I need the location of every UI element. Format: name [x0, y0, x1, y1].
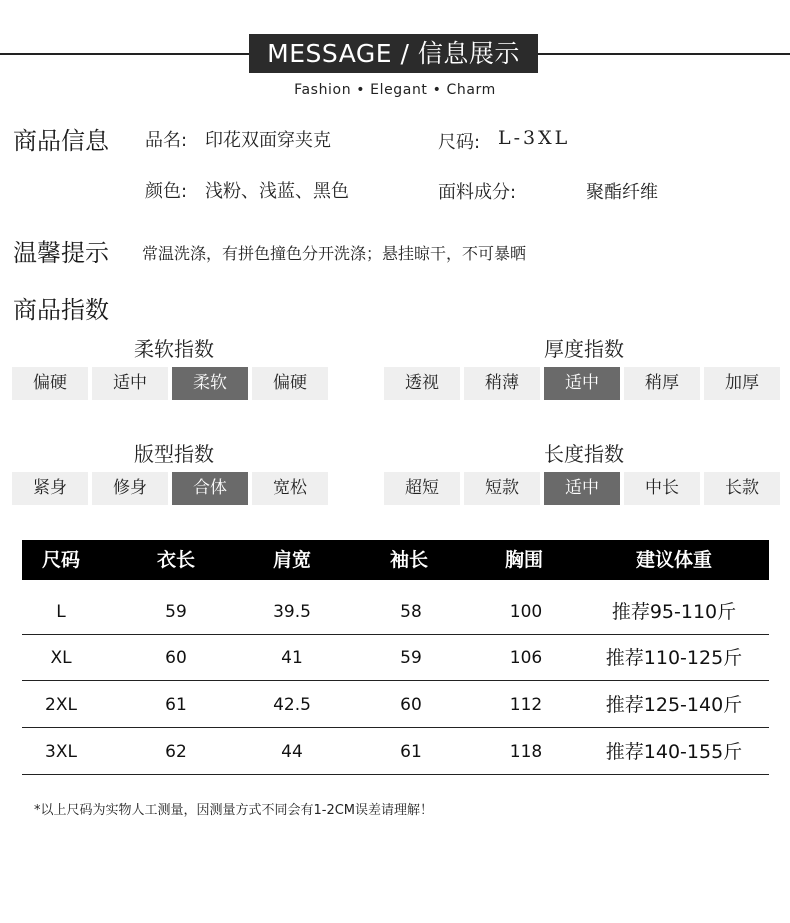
- cell-weight: 推荐110-125斤: [605, 647, 743, 669]
- product-color-label: 颜色:: [145, 181, 188, 202]
- thickness-option-2: 稍薄: [464, 367, 540, 400]
- table-row: [22, 589, 769, 635]
- length-option-3-selected: 适中: [544, 472, 620, 505]
- softness-option-3-selected: 柔软: [172, 367, 248, 400]
- header-size: 尺码: [41, 549, 80, 571]
- header-sleeve: 袖长: [389, 549, 428, 571]
- length-option-2: 短款: [464, 472, 540, 505]
- table-row: [22, 682, 769, 728]
- header-weight: 建议体重: [635, 549, 712, 571]
- fit-option-4: 宽松: [252, 472, 328, 505]
- cell-length: 62: [165, 742, 187, 762]
- fit-index-title: 版型指数: [134, 442, 214, 466]
- cell-shoulder: 39.5: [273, 602, 311, 622]
- thickness-option-3-selected: 适中: [544, 367, 620, 400]
- indices-title: 商品指数: [13, 296, 109, 324]
- length-option-5: 长款: [704, 472, 780, 505]
- header-rule-right: [537, 53, 790, 55]
- cell-sleeve: 60: [400, 695, 422, 715]
- thickness-option-1: 透视: [384, 367, 460, 400]
- cell-length: 59: [165, 602, 187, 622]
- cell-chest: 112: [509, 695, 543, 715]
- length-index-title: 长度指数: [544, 442, 624, 466]
- cell-chest: 100: [509, 602, 543, 622]
- length-option-1: 超短: [384, 472, 460, 505]
- fit-option-2: 修身: [92, 472, 168, 505]
- product-material-value: 聚酯纤维: [586, 182, 658, 203]
- product-name-value: 印花双面穿夹克: [205, 130, 331, 151]
- fit-option-1: 紧身: [12, 472, 88, 505]
- tips-text: 常温洗涤，有拼色撞色分开洗涤；悬挂晾干，不可暴晒: [142, 244, 527, 263]
- softness-option-2: 适中: [92, 367, 168, 400]
- product-color-value: 浅粉、浅蓝、黑色: [205, 181, 349, 202]
- thickness-index-title: 厚度指数: [544, 337, 624, 361]
- cell-weight: 推荐125-140斤: [605, 694, 743, 716]
- cell-weight: 推荐140-155斤: [605, 741, 743, 763]
- length-option-4: 中长: [624, 472, 700, 505]
- size-table-header: [22, 540, 769, 580]
- cell-size: L: [56, 602, 66, 622]
- cell-shoulder: 41: [281, 648, 303, 668]
- thickness-option-5: 加厚: [704, 367, 780, 400]
- cell-shoulder: 44: [281, 742, 303, 762]
- cell-length: 60: [165, 648, 187, 668]
- header-shoulder: 肩宽: [272, 549, 311, 571]
- product-info-title: 商品信息: [13, 127, 109, 155]
- cell-chest: 118: [509, 742, 543, 762]
- fit-option-3-selected: 合体: [172, 472, 248, 505]
- cell-shoulder: 42.5: [273, 695, 311, 715]
- product-material-label: 面料成分:: [438, 182, 517, 203]
- cell-length: 61: [165, 695, 187, 715]
- table-row: [22, 635, 769, 681]
- cell-size: 2XL: [45, 695, 77, 715]
- product-size-value: L-3XL: [498, 127, 571, 149]
- product-size-label: 尺码:: [438, 132, 481, 153]
- cell-sleeve: 61: [400, 742, 422, 762]
- cell-sleeve: 58: [400, 602, 422, 622]
- softness-index-title: 柔软指数: [134, 337, 214, 361]
- cell-chest: 106: [509, 648, 543, 668]
- tips-title: 温馨提示: [13, 239, 109, 267]
- table-row: [22, 729, 769, 775]
- thickness-option-4: 稍厚: [624, 367, 700, 400]
- softness-option-1: 偏硬: [12, 367, 88, 400]
- product-name-label: 品名:: [145, 130, 188, 151]
- cell-weight: 推荐95-110斤: [611, 601, 737, 623]
- cell-size: XL: [50, 648, 72, 668]
- header-chest: 胸围: [504, 549, 543, 571]
- cell-sleeve: 59: [400, 648, 422, 668]
- cell-size: 3XL: [45, 742, 77, 762]
- header-banner: MESSAGE / 信息展示: [249, 34, 538, 73]
- header-rule-left: [0, 53, 250, 55]
- softness-option-4: 偏硬: [252, 367, 328, 400]
- measurement-footnote: *以上尺码为实物人工测量，因测量方式不同会有1-2CM误差请理解！: [34, 803, 434, 818]
- header-length: 衣长: [156, 549, 195, 571]
- header-tagline: Fashion • Elegant • Charm: [294, 82, 496, 98]
